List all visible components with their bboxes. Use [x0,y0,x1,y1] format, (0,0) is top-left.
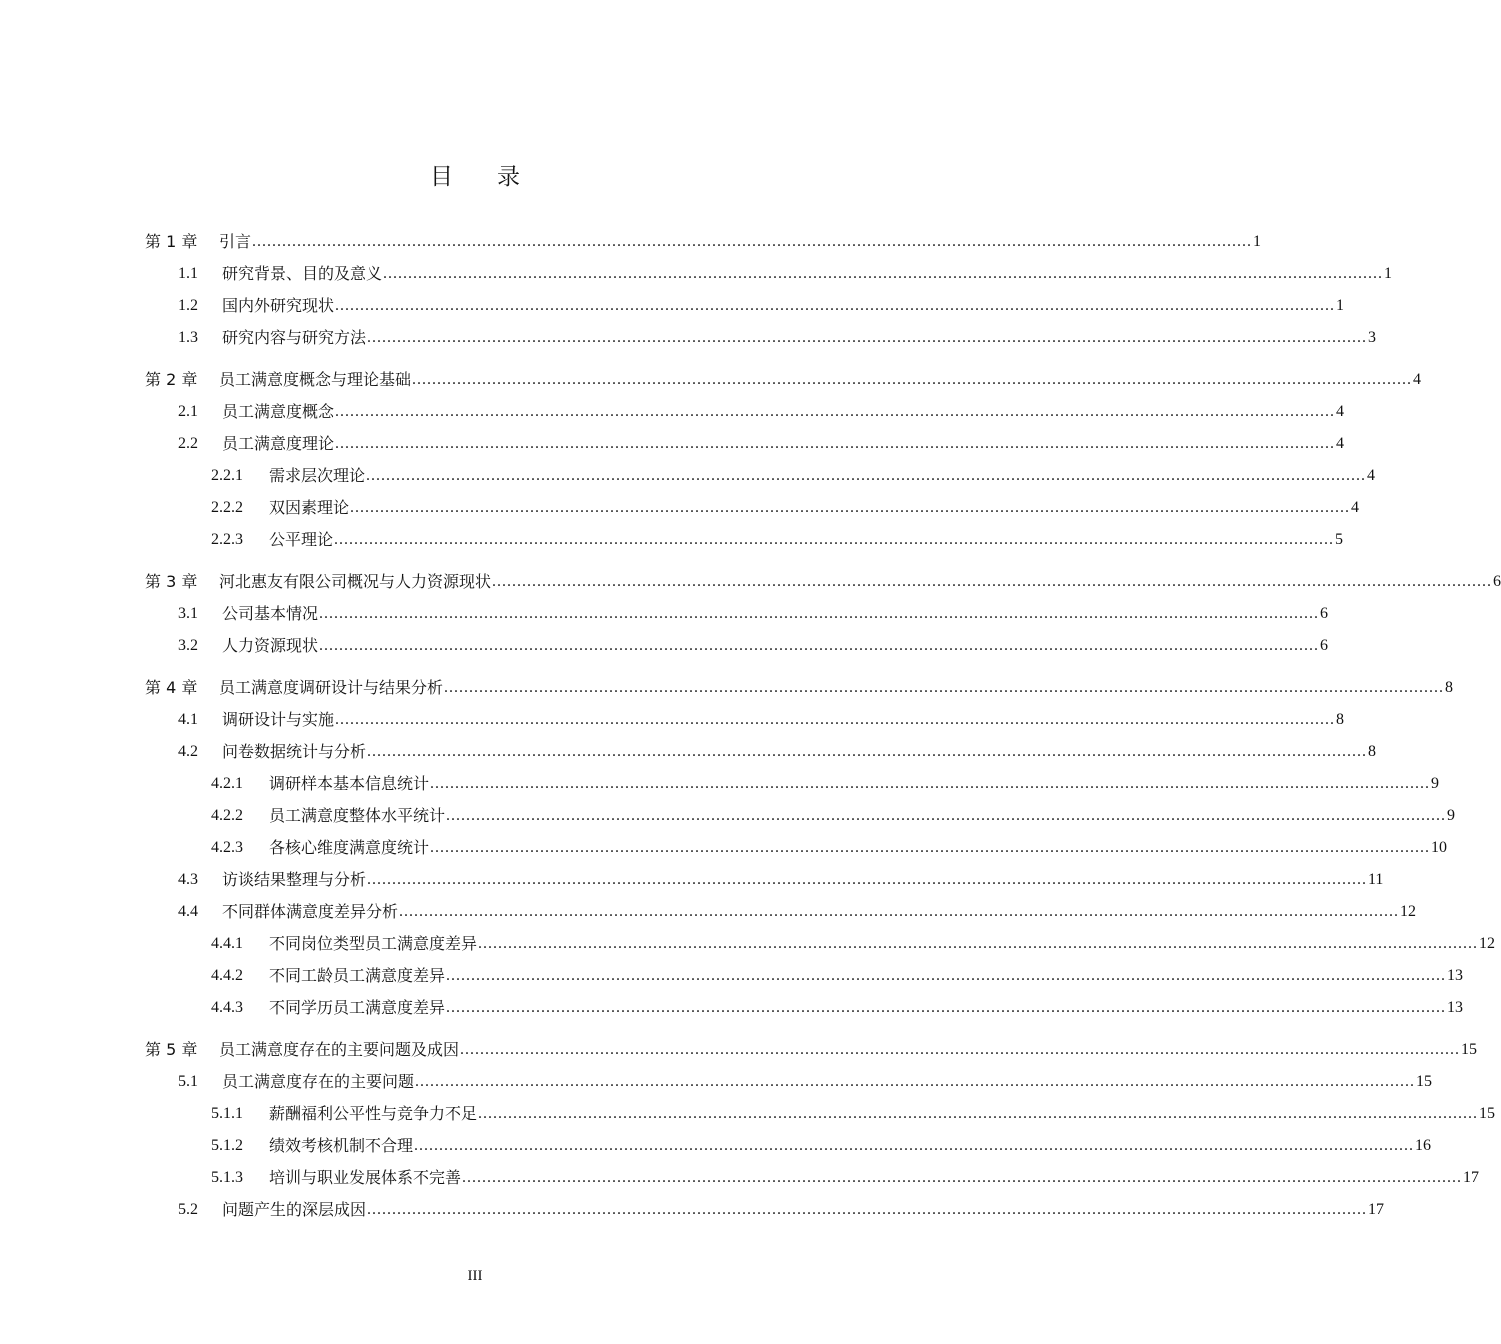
toc-entry-number: 3.2 [178,637,198,654]
toc-entry[interactable] [145,366,1422,390]
toc-entry-page: 4 [1336,403,1345,420]
toc-entry-page: 6 [1320,605,1329,622]
toc-dot-leader: ........................................................................................................................................................................................................ [460,1041,1461,1058]
toc-entry[interactable] [211,834,1448,858]
toc-entry-number: 3.1 [178,605,198,622]
toc-entry-title: 员工满意度存在的主要问题 [222,1072,415,1091]
toc-entry[interactable] [178,632,1329,656]
toc-entry-title: 人力资源现状 [222,636,319,655]
toc-entry-number: 4.4 [178,903,198,920]
page-title-char-2: 录 [497,164,520,190]
toc-dot-leader: ........................................................................................................................................................................................................ [383,265,1384,282]
toc-entry-title: 员工满意度概念 [222,402,335,421]
toc-dot-leader: ........................................................................................................................................................................................................ [430,775,1431,792]
toc-dot-leader: ........................................................................................................................................................................................................ [462,1169,1463,1186]
toc-entry[interactable] [178,898,1417,922]
toc-entry-title: 不同学历员工满意度差异 [269,998,446,1017]
toc-entry[interactable] [178,600,1329,624]
toc-entry[interactable] [145,568,1501,592]
toc-dot-leader: ........................................................................................................................................................................................................ [366,467,1367,484]
toc-entry-title: 不同群体满意度差异分析 [222,902,399,921]
toc-entry[interactable] [178,706,1345,730]
toc-dot-leader: ........................................................................................................................................................................................................ [478,935,1479,952]
toc-entry-number: 1.2 [178,297,198,314]
toc-entry[interactable] [178,1068,1433,1092]
toc-entry[interactable] [211,462,1376,486]
toc-entry-title: 需求层次理论 [269,466,366,485]
toc-entry-page: 15 [1479,1105,1496,1122]
toc-entry-number: 1.3 [178,329,198,346]
toc-entry-title: 国内外研究现状 [222,296,335,315]
toc-entry-page: 10 [1431,839,1448,856]
toc-entry-title: 员工满意度存在的主要问题及成因 [219,1040,460,1059]
toc-entry[interactable] [178,292,1345,316]
toc-entry-page: 12 [1479,935,1496,952]
toc-entry-number: 2.2.3 [211,531,243,548]
toc-entry-title: 不同岗位类型员工满意度差异 [269,934,478,953]
toc-entry-page: 15 [1416,1073,1433,1090]
toc-entry-number: 5.1.1 [211,1105,243,1122]
toc-entry-page: 16 [1415,1137,1432,1154]
toc-dot-leader: ........................................................................................................................................................................................................ [335,711,1336,728]
toc-dot-leader: ........................................................................................................................................................................................................ [319,605,1320,622]
toc-entry[interactable] [211,1100,1496,1124]
toc-entry-number: 第 3 章 [145,572,198,591]
toc-entry[interactable] [145,674,1454,698]
toc-dot-leader: ........................................................................................................................................................................................................ [446,807,1447,824]
toc-entry-page: 13 [1447,999,1464,1016]
toc-dot-leader: ........................................................................................................................................................................................................ [252,233,1253,250]
toc-entry-title: 不同工龄员工满意度差异 [269,966,446,985]
toc-entry-title: 各核心维度满意度统计 [269,838,430,857]
toc-entry-number: 4.3 [178,871,198,888]
toc-entry-title: 公平理论 [269,530,334,549]
toc-entry-title: 培训与职业发展体系不完善 [269,1168,462,1187]
toc-entry-number: 4.1 [178,711,198,728]
toc-entry[interactable] [211,994,1464,1018]
page-number-footer: III [467,1268,483,1284]
toc-entry[interactable] [211,770,1440,794]
toc-dot-leader: ........................................................................................................................................................................................................ [446,999,1447,1016]
toc-entry-title: 绩效考核机制不合理 [269,1136,414,1155]
toc-entry[interactable] [178,260,1393,284]
toc-entry[interactable] [178,1196,1385,1220]
toc-entry[interactable] [145,1036,1478,1060]
toc-dot-leader: ........................................................................................................................................................................................................ [414,1137,1415,1154]
toc-entry-title: 公司基本情况 [222,604,319,623]
toc-entry-page: 17 [1463,1169,1480,1186]
toc-entry[interactable] [145,228,1262,252]
toc-entry-page: 13 [1447,967,1464,984]
page-title-char-1: 目 [430,164,453,190]
toc-dot-leader: ........................................................................................................................................................................................................ [430,839,1431,856]
toc-entry-page: 6 [1493,573,1501,590]
toc-dot-leader: ........................................................................................................................................................................................................ [415,1073,1416,1090]
toc-entry-number: 4.4.3 [211,999,243,1016]
toc-entry-number: 5.1 [178,1073,198,1090]
toc-entry-page: 4 [1351,499,1360,516]
toc-dot-leader: ........................................................................................................................................................................................................ [367,871,1368,888]
toc-entry-page: 6 [1320,637,1329,654]
toc-entry[interactable] [211,526,1344,550]
toc-dot-leader: ........................................................................................................................................................................................................ [399,903,1400,920]
toc-entry-number: 2.2.2 [211,499,243,516]
toc-entry-page: 11 [1368,871,1384,888]
toc-dot-leader: ........................................................................................................................................................................................................ [319,637,1320,654]
toc-entry[interactable] [178,866,1384,890]
toc-entry-page: 12 [1400,903,1417,920]
toc-dot-leader: ........................................................................................................................................................................................................ [334,531,1335,548]
toc-entry-number: 2.2.1 [211,467,243,484]
toc-entry-page: 1 [1253,233,1262,250]
toc-entry-title: 员工满意度整体水平统计 [269,806,446,825]
toc-entry-page: 4 [1336,435,1345,452]
toc-dot-leader: ........................................................................................................................................................................................................ [446,967,1447,984]
toc-entry[interactable] [211,1132,1432,1156]
toc-entry[interactable] [178,738,1377,762]
toc-dot-leader: ........................................................................................................................................................................................................ [492,573,1493,590]
toc-entry[interactable] [178,430,1345,454]
toc-entry-title: 引言 [219,232,252,251]
toc-entry-title: 调研设计与实施 [222,710,335,729]
toc-entry[interactable] [178,398,1345,422]
toc-entry-title: 河北惠友有限公司概况与人力资源现状 [219,572,492,591]
toc-dot-leader: ........................................................................................................................................................................................................ [335,297,1336,314]
toc-entry-number: 1.1 [178,265,198,282]
toc-entry-number: 2.1 [178,403,198,420]
toc-entry[interactable] [211,930,1496,954]
toc-entry[interactable] [211,802,1456,826]
toc-entry-title: 员工满意度理论 [222,434,335,453]
page-title [0,158,950,191]
toc-entry-page: 5 [1335,531,1344,548]
toc-entry-number: 5.2 [178,1201,198,1218]
toc-entry-title: 访谈结果整理与分析 [222,870,367,889]
toc-entry-page: 3 [1368,329,1377,346]
toc-entry-title: 员工满意度调研设计与结果分析 [219,678,444,697]
toc-entry-number: 4.2.1 [211,775,243,792]
toc-entry-number: 第 4 章 [145,678,198,697]
toc-entry-page: 4 [1413,371,1422,388]
toc-entry-page: 8 [1368,743,1377,760]
toc-entry-page: 15 [1461,1041,1478,1058]
toc-entry-number: 4.2.3 [211,839,243,856]
toc-entry-number: 5.1.2 [211,1137,243,1154]
toc-entry[interactable] [178,324,1377,348]
toc-entry[interactable] [211,1164,1480,1188]
toc-entry-number: 4.4.1 [211,935,243,952]
toc-entry-page: 8 [1336,711,1345,728]
toc-entry-number: 第 2 章 [145,370,198,389]
toc-entry-title: 研究内容与研究方法 [222,328,367,347]
toc-dot-leader: ........................................................................................................................................................................................................ [350,499,1351,516]
toc-dot-leader: ........................................................................................................................................................................................................ [478,1105,1479,1122]
toc-dot-leader: ........................................................................................................................................................................................................ [335,403,1336,420]
toc-dot-leader: ........................................................................................................................................................................................................ [367,743,1368,760]
toc-entry-page: 4 [1367,467,1376,484]
toc-entry-page: 9 [1431,775,1440,792]
toc-entry-page: 8 [1445,679,1454,696]
toc-entry-number: 5.1.3 [211,1169,243,1186]
toc-entry-number: 4.2 [178,743,198,760]
toc-entry-page: 1 [1336,297,1345,314]
toc-dot-leader: ........................................................................................................................................................................................................ [335,435,1336,452]
toc-entry-page: 17 [1368,1201,1385,1218]
toc-dot-leader: ........................................................................................................................................................................................................ [367,329,1368,346]
toc-dot-leader: ........................................................................................................................................................................................................ [444,679,1445,696]
toc-entry-title: 薪酬福利公平性与竞争力不足 [269,1104,478,1123]
toc-entry-page: 9 [1447,807,1456,824]
toc-dot-leader: ........................................................................................................................................................................................................ [412,371,1413,388]
toc-entry-title: 员工满意度概念与理论基础 [219,370,412,389]
toc-entry-title: 双因素理论 [269,498,350,517]
toc-entry-number: 2.2 [178,435,198,452]
toc-entry-title: 研究背景、目的及意义 [222,264,383,283]
toc-entry-page: 1 [1384,265,1393,282]
toc-dot-leader: ........................................................................................................................................................................................................ [367,1201,1368,1218]
toc-entry-number: 4.4.2 [211,967,243,984]
toc-entry-number: 第 1 章 [145,232,198,251]
toc-entry-title: 问题产生的深层成因 [222,1200,367,1219]
toc-entry[interactable] [211,494,1360,518]
toc-entry-number: 第 5 章 [145,1040,198,1059]
toc-entry-number: 4.2.2 [211,807,243,824]
toc-entry[interactable] [211,962,1464,986]
toc-entry-title: 调研样本基本信息统计 [269,774,430,793]
toc-entry-title: 问卷数据统计与分析 [222,742,367,761]
